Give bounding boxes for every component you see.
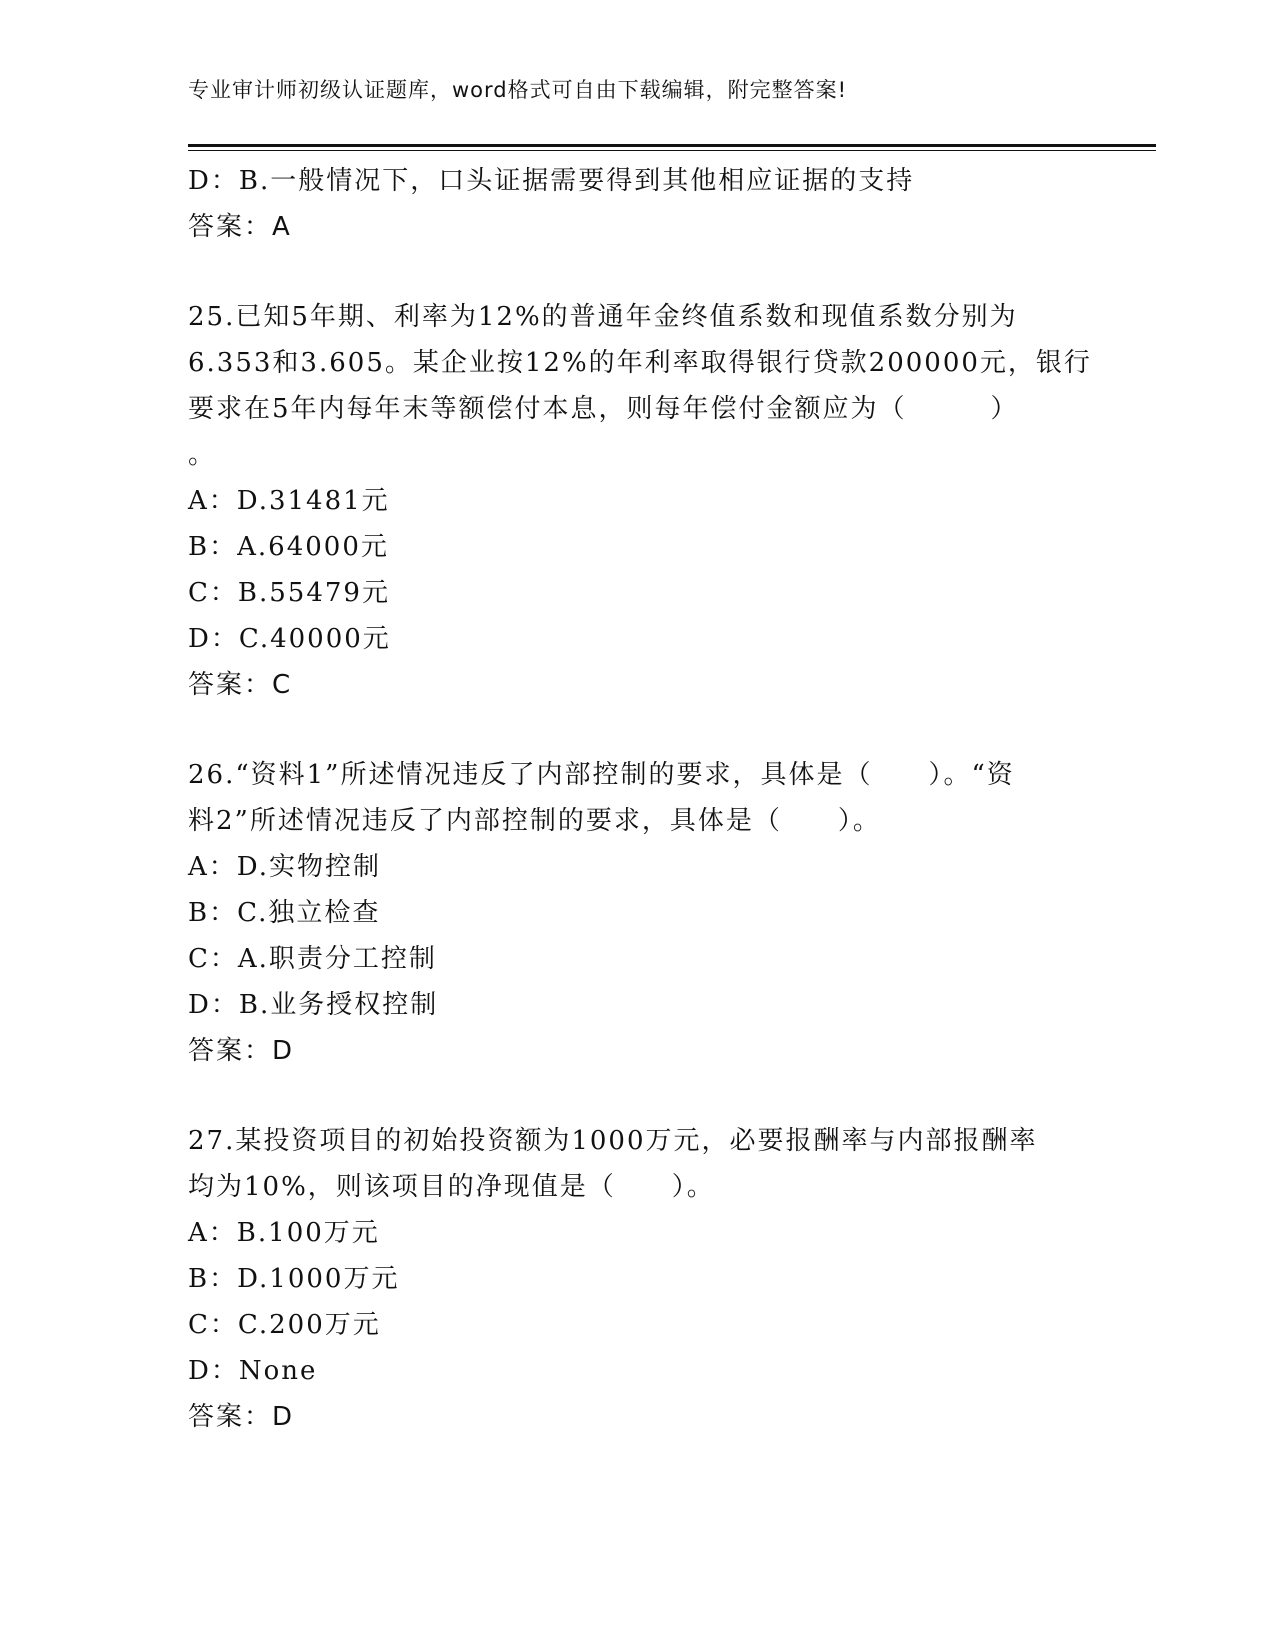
option-c: C：C.200万元 [188, 1310, 381, 1340]
option-a: A：D.实物控制 [188, 852, 381, 882]
question-text-line: 27.某投资项目的初始投资额为1000万元，必要报酬率与内部报酬率 [188, 1126, 1038, 1156]
page-header: 专业审计师初级认证题库，word格式可自由下载编辑，附完整答案! [188, 78, 848, 102]
answer-line: 答案：D [188, 1036, 295, 1066]
option-a: A：D.31481元 [188, 486, 390, 516]
question-text-line: 25.已知5年期、利率为12%的普通年金终值系数和现值系数分别为 [188, 302, 1018, 332]
header-rule-thin [188, 150, 1156, 151]
question-gap [188, 1074, 1088, 1118]
question-text-line: 。 [188, 440, 217, 470]
question-text-line: 均为10%，则该项目的净现值是（ ）。 [188, 1172, 715, 1202]
question-25 [188, 294, 1092, 708]
question-text-line: 26.“资料1”所述情况违反了内部控制的要求，具体是（ ）。“资 [188, 760, 1015, 790]
option-b: B：A.64000元 [188, 532, 389, 562]
option-c: C：A.职责分工控制 [188, 944, 437, 974]
header-rule-thick [188, 144, 1156, 147]
option-d: D：C.40000元 [188, 624, 391, 654]
question-text-line: 要求在5年内每年末等额偿付本息，则每年偿付金额应为（ ） [188, 394, 1019, 424]
question-gap [188, 250, 1088, 294]
answer-line: 答案：C [188, 670, 293, 700]
option-c: C：B.55479元 [188, 578, 390, 608]
answer-line: 答案：D [188, 1402, 295, 1432]
question-27 [188, 1118, 1088, 1440]
question-26 [188, 752, 1088, 1074]
option-d: D：B.一般情况下，口头证据需要得到其他相应证据的支持 [188, 166, 915, 196]
option-d: D：B.业务授权控制 [188, 990, 439, 1020]
question-gap [188, 708, 1088, 752]
answer-line: 答案：A [188, 212, 292, 242]
question-text-line: 料2”所述情况违反了内部控制的要求，具体是（ ）。 [188, 806, 881, 836]
document-body [188, 158, 1092, 1440]
option-b: B：C.独立检查 [188, 898, 381, 928]
question-text-line: 6.353和3.605。某企业按12%的年利率取得银行贷款200000元，银行 [188, 348, 1092, 378]
option-d: D：None [188, 1356, 318, 1386]
option-b: B：D.1000万元 [188, 1264, 400, 1294]
option-a: A：B.100万元 [188, 1218, 380, 1248]
